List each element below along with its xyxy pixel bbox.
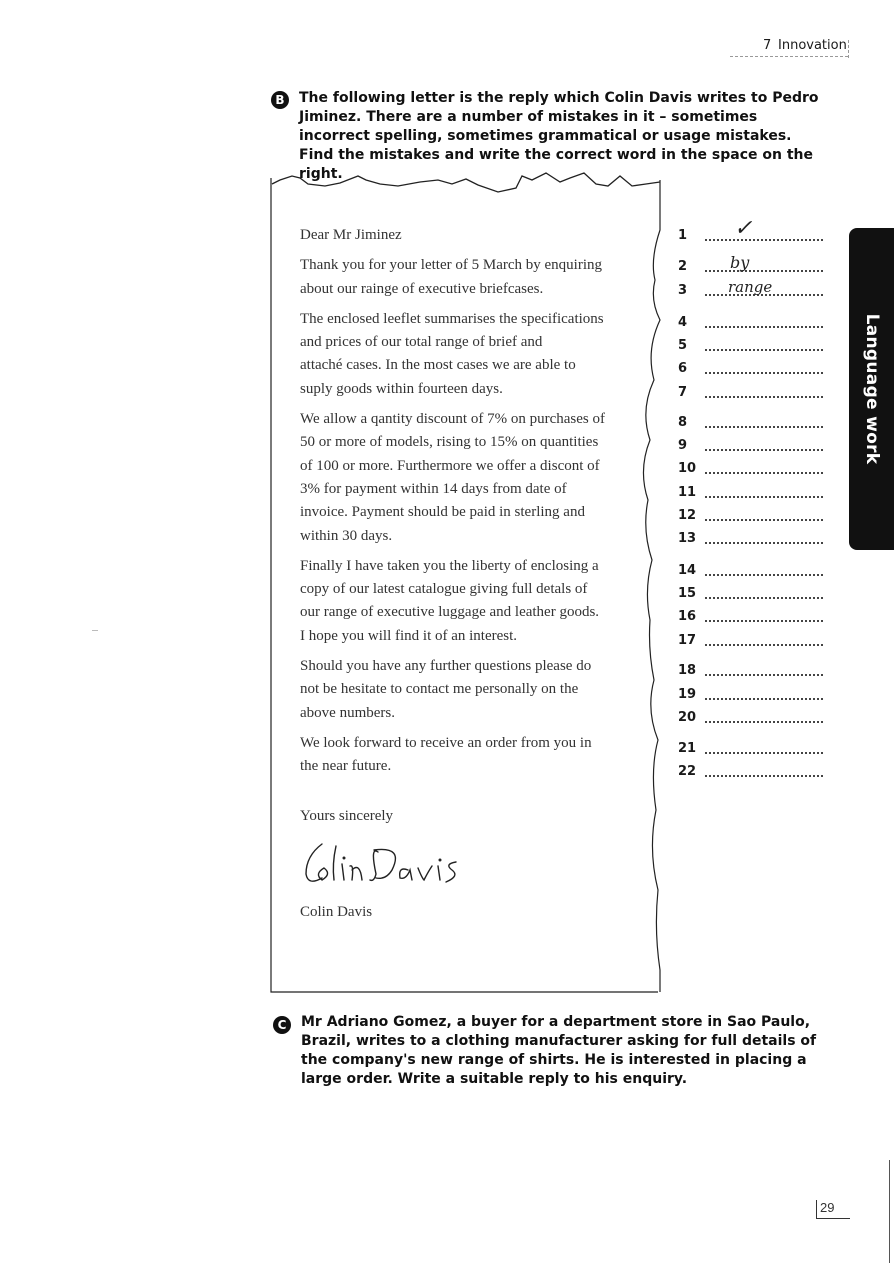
answer-blank[interactable] — [705, 496, 823, 498]
answer-number: 22 — [678, 764, 697, 779]
answer-row — [678, 683, 828, 706]
answer-row — [678, 434, 828, 457]
letter-torn-edge — [272, 173, 660, 192]
letter-paragraph-3 — [300, 408, 640, 548]
answer-row — [678, 760, 828, 783]
checkmark-icon: ✓ — [734, 216, 753, 241]
letter-line: suply goods within fourteen days. — [300, 380, 503, 397]
answer-blank[interactable] — [705, 239, 823, 241]
letter-line: I hope you will find it of an interest. — [300, 627, 518, 644]
answer-row — [678, 216, 828, 247]
letter-line: within 30 days. — [300, 527, 393, 544]
letter-line: of 100 or more. Furthermore we offer a discont of — [300, 457, 600, 474]
header-tick — [848, 40, 849, 58]
letter-line: invoice. Payment should be paid in sterling and — [300, 504, 585, 521]
answer-number: 19 — [678, 687, 697, 702]
answer-row — [678, 706, 828, 729]
answer-number: 14 — [678, 563, 697, 578]
header-rule — [730, 56, 848, 57]
side-tab-label: Language work — [861, 313, 882, 465]
letter-paragraph-1 — [300, 254, 640, 301]
answer-row — [678, 629, 828, 652]
answer-blank[interactable] — [705, 597, 823, 599]
answer-handwritten: by — [730, 253, 750, 272]
answer-blank[interactable] — [705, 349, 823, 351]
letter-body — [300, 224, 640, 924]
letter-paragraph-5 — [300, 655, 640, 725]
handwritten-signature — [300, 830, 470, 896]
letter-line: 50 or more of models, rising to 15% on quantities — [300, 434, 599, 451]
letter-line: Thank you for your letter of 5 March by enquiring — [300, 257, 602, 274]
answer-number: 15 — [678, 586, 697, 601]
answer-blank[interactable] — [705, 721, 823, 723]
answer-number: 1 — [678, 228, 688, 243]
answer-row — [678, 527, 828, 550]
answer-blank[interactable] — [705, 574, 823, 576]
answer-blank[interactable] — [705, 620, 823, 622]
letter-line: We look forward to receive an order from you in — [300, 734, 592, 751]
answer-number: 7 — [678, 385, 688, 400]
section-b-badge: B — [271, 91, 289, 109]
answer-blank[interactable] — [705, 270, 823, 272]
page-number — [816, 1198, 852, 1220]
answer-number: 5 — [678, 338, 688, 353]
answer-number: 13 — [678, 531, 697, 546]
page-number-bar — [816, 1200, 817, 1218]
letter-paragraph-2 — [300, 308, 640, 401]
letter-line: The enclosed leeflet summarises the specifications — [300, 310, 604, 327]
letter-line: about our rainge of executive briefcases. — [300, 280, 544, 297]
answer-blank[interactable] — [705, 396, 823, 398]
answer-row — [678, 334, 828, 357]
answer-blank[interactable] — [705, 426, 823, 428]
side-tab — [849, 228, 894, 550]
answer-row — [678, 255, 828, 278]
letter-line: We allow a qantity discount of 7% on purchases of — [300, 411, 605, 428]
page-number-rule — [816, 1218, 850, 1219]
scan-mark — [92, 630, 98, 631]
answer-number: 18 — [678, 663, 697, 678]
letter-line: not be hesitate to contact me personally on the — [300, 681, 579, 698]
answer-blank[interactable] — [705, 775, 823, 777]
answer-row — [678, 481, 828, 504]
letter-line: our range of executive luggage and leather goods. — [300, 604, 600, 621]
answer-row — [678, 411, 828, 434]
answer-number: 3 — [678, 283, 688, 298]
answer-handwritten: range — [728, 278, 773, 296]
answer-row — [678, 381, 828, 404]
answer-row — [678, 357, 828, 380]
answer-number: 16 — [678, 609, 697, 624]
letter-salutation: Dear Mr Jiminez — [300, 227, 402, 243]
answer-blank[interactable] — [705, 326, 823, 328]
answer-blank[interactable] — [705, 698, 823, 700]
page-number-value: 29 — [820, 1200, 835, 1215]
answer-row — [678, 311, 828, 334]
answer-number: 2 — [678, 259, 688, 274]
answer-row — [678, 605, 828, 628]
answer-row — [678, 737, 828, 760]
letter-line: Finally I have taken you the liberty of enclosing a — [300, 557, 599, 574]
section-c-instruction: Mr Adriano Gomez, a buyer for a department store in Sao Paulo, Brazil, writes to a clothing manufacturer asking for full details of the company's new range of shirts. He is interested in placing a large order. Write a suitable reply to his enquiry. — [301, 1014, 817, 1087]
answer-number: 20 — [678, 710, 697, 725]
answer-row — [678, 559, 828, 582]
section-c-badge: C — [273, 1016, 291, 1034]
answer-blank[interactable] — [705, 542, 823, 544]
answer-number: 6 — [678, 361, 688, 376]
answer-row — [678, 457, 828, 480]
answer-number: 12 — [678, 508, 697, 523]
answer-blank[interactable] — [705, 752, 823, 754]
answer-row — [678, 504, 828, 527]
answer-row — [678, 582, 828, 605]
letter-closing: Yours sincerely — [300, 807, 394, 824]
chapter-title: Innovation — [778, 38, 847, 53]
answer-blank[interactable] — [705, 644, 823, 646]
answer-row — [678, 279, 828, 302]
letter-paragraph-4 — [300, 555, 640, 648]
answer-number: 21 — [678, 741, 697, 756]
letter-line: 3% for payment within 14 days from date of — [300, 480, 567, 497]
chapter-number: 7 — [763, 38, 772, 53]
answer-blank[interactable] — [705, 449, 823, 451]
answer-blank[interactable] — [705, 674, 823, 676]
answer-number: 4 — [678, 315, 688, 330]
section-b-instruction: The following letter is the reply which Colin Davis writes to Pedro Jiminez. There are a number of mistakes in it – sometimes incorrect spelling, sometimes grammatical or usage mistakes. Find the mistakes and write the correct word in the space on the right. — [299, 90, 819, 182]
letter-line: Should you have any further questions please do — [300, 658, 592, 675]
letter-line: and prices of our total range of brief and — [300, 334, 543, 351]
answer-number: 10 — [678, 461, 697, 476]
letter-line: the near future. — [300, 758, 392, 775]
letter-right-edge — [643, 180, 660, 992]
answer-blank[interactable] — [705, 472, 823, 474]
letter-line: copy of our latest catalogue giving full detals of — [300, 581, 588, 598]
answer-row — [678, 659, 828, 682]
running-header — [730, 36, 852, 58]
answer-blank[interactable] — [705, 519, 823, 521]
answer-number: 9 — [678, 438, 688, 453]
answer-blank[interactable] — [705, 372, 823, 374]
answer-number: 8 — [678, 415, 688, 430]
letter-paragraph-6 — [300, 732, 640, 779]
letter-line: attaché cases. In the most cases we are able to — [300, 357, 576, 374]
page-edge-line — [889, 1160, 890, 1263]
answer-number: 17 — [678, 633, 697, 648]
answer-number: 11 — [678, 485, 697, 500]
letter-line: above numbers. — [300, 704, 395, 721]
letter-signer: Colin Davis — [300, 903, 373, 920]
